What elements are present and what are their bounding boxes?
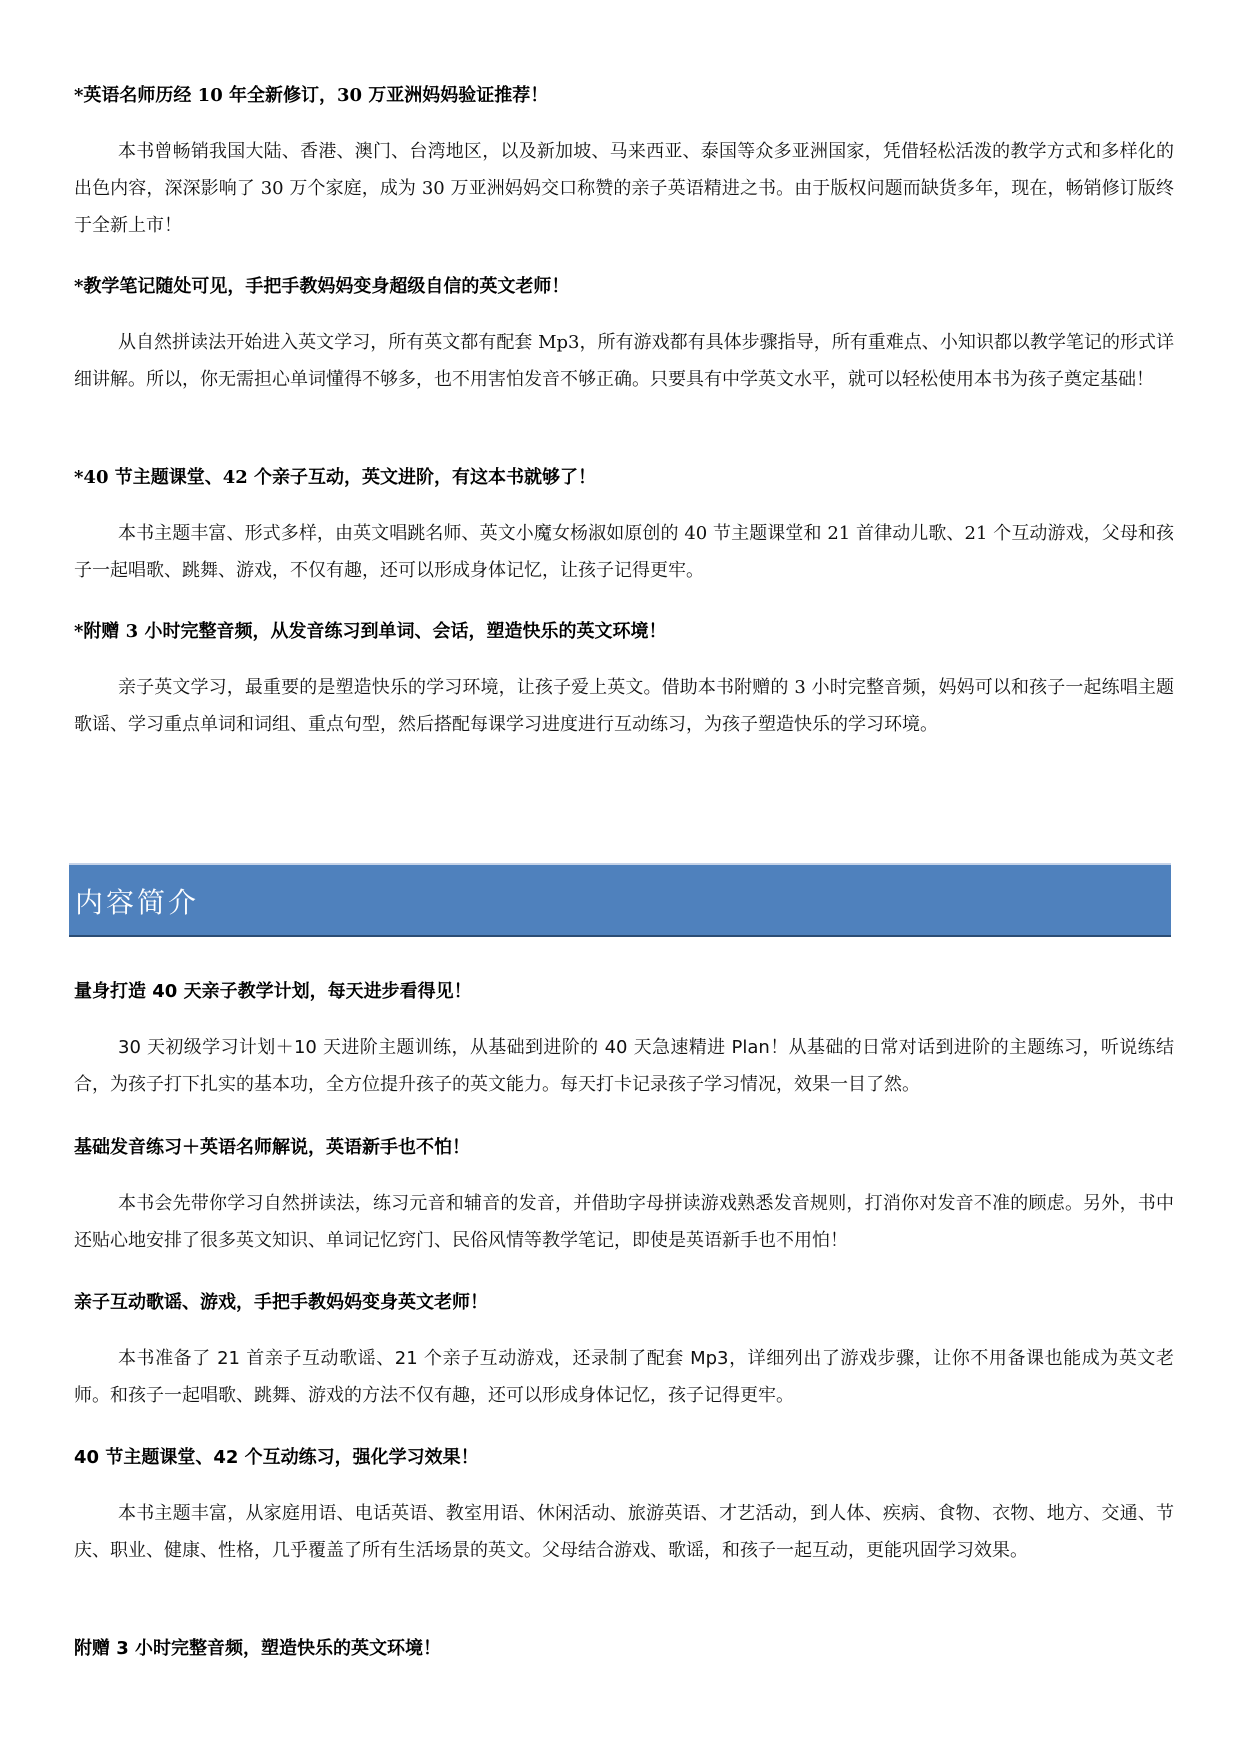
- summary-heading-3: 亲子互动歌谣、游戏，手把手教妈妈变身英文老师！: [74, 1292, 488, 1313]
- feature-heading-1: *英语名师历经 10 年全新修订，30 万亚洲妈妈验证推荐！: [74, 85, 549, 106]
- feature-body-1: 本书曾畅销我国大陆、香港、澳门、台湾地区，以及新加坡、马来西亚、泰国等众多亚洲国家，凭借轻松活泼的教学方式和多样化的出色内容，深深影响了 30 万个家庭，成为 30 万亚洲妈妈交口称赞的亲子英语精进之书。由于版权问题而缺货多年，现在，畅销修订版终于全新上市！: [74, 141, 1174, 236]
- feature-body-3: 本书主题丰富、形式多样，由英文唱跳名师、英文小魔女杨淑如原创的 40 节主题课堂和 21 首律动儿歌、21 个互动游戏，父母和孩子一起唱歌、跳舞、游戏，不仅有趣，还可以形成身体记忆，让孩子记得更牢。: [74, 523, 1174, 581]
- summary-heading-4: 40 节主题课堂、42 个互动练习，强化学习效果！: [74, 1447, 479, 1468]
- summary-heading-1: 量身打造 40 天亲子教学计划，每天进步看得见！: [74, 981, 472, 1002]
- feature-heading-3: *40 节主题课堂、42 个亲子互动，英文进阶，有这本书就够了！: [74, 467, 597, 488]
- feature-body-2: 从自然拼读法开始进入英文学习，所有英文都有配套 Mp3，所有游戏都有具体步骤指导，所有重难点、小知识都以教学笔记的形式详细讲解。所以，你无需担心单词懂得不够多，也不用害怕发音不够正确。只要具有中学英文水平，就可以轻松使用本书为孩子奠定基础！: [74, 332, 1174, 390]
- section-banner: [69, 863, 1171, 937]
- summary-body-2: 本书会先带你学习自然拼读法，练习元音和辅音的发音，并借助字母拼读游戏熟悉发音规则，打消你对发音不准的顾虑。另外，书中还贴心地安排了很多英文知识、单词记忆窍门、民俗风情等教学笔记，即使是英语新手也不用怕！: [74, 1193, 1174, 1251]
- summary-heading-2: 基础发音练习＋英语名师解说，英语新手也不怕！: [74, 1137, 470, 1158]
- summary-body-3: 本书准备了 21 首亲子互动歌谣、21 个亲子互动游戏，还录制了配套 Mp3，详细列出了游戏步骤，让你不用备课也能成为英文老师。和孩子一起唱歌、跳舞、游戏的方法不仅有趣，还可以形成身体记忆，孩子记得更牢。: [74, 1348, 1174, 1406]
- summary-body-1: 30 天初级学习计划＋10 天进阶主题训练，从基础到进阶的 40 天急速精进 Plan！从基础的日常对话到进阶的主题练习，听说练结合，为孩子打下扎实的基本功，全方位提升孩子的英文能力。每天打卡记录孩子学习情况，效果一目了然。: [74, 1037, 1174, 1095]
- feature-heading-4: *附赠 3 小时完整音频，从发音练习到单词、会话，塑造快乐的英文环境！: [74, 621, 667, 642]
- section-title: 内容简介: [75, 886, 200, 919]
- feature-heading-2: *教学笔记随处可见，手把手教妈妈变身超级自信的英文老师！: [74, 276, 570, 297]
- summary-body-4: 本书主题丰富，从家庭用语、电话英语、教室用语、休闲活动、旅游英语、才艺活动，到人体、疾病、食物、衣物、地方、交通、节庆、职业、健康、性格，几乎覆盖了所有生活场景的英文。父母结合游戏、歌谣，和孩子一起互动，更能巩固学习效果。: [74, 1503, 1174, 1561]
- summary-heading-5: 附赠 3 小时完整音频，塑造快乐的英文环境！: [74, 1638, 442, 1659]
- feature-body-4: 亲子英文学习，最重要的是塑造快乐的学习环境，让孩子爱上英文。借助本书附赠的 3 小时完整音频，妈妈可以和孩子一起练唱主题歌谣、学习重点单词和词组、重点句型，然后搭配每课学习进度进行互动练习，为孩子塑造快乐的学习环境。: [74, 677, 1174, 735]
